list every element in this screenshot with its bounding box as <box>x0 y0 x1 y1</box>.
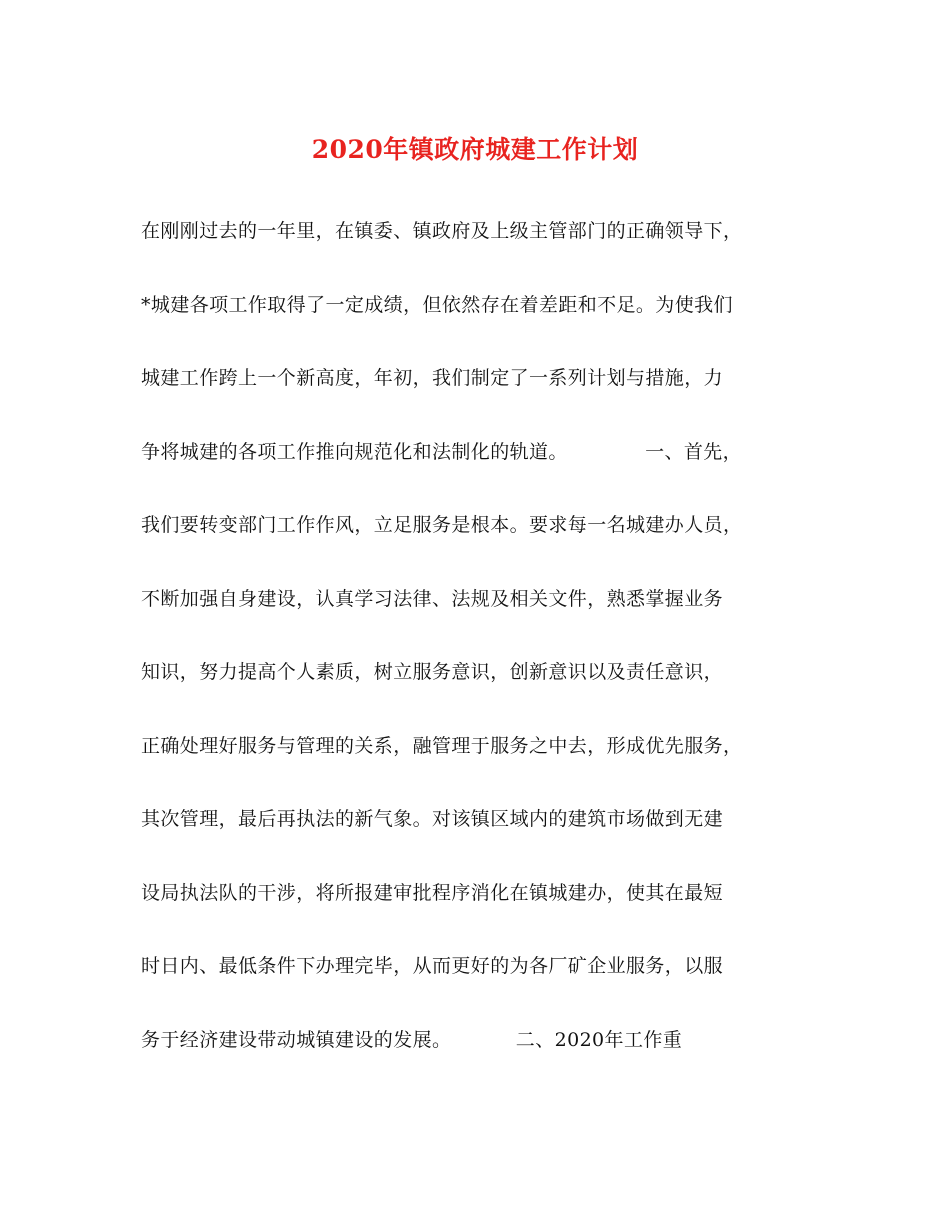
body-line: 知识，努力提高个人素质，树立服务意识，创新意识以及责任意识， <box>141 661 724 683</box>
body-line: *城建各项工作取得了一定成绩，但依然存在着差距和不足。为使我们 <box>141 293 733 316</box>
body-line: 务于经济建设带动城镇建设的发展。 二、2020年工作重 <box>141 1028 683 1051</box>
body-line: 设局执法队的干涉，将所报建审批程序消化在镇城建办，使其在最短 <box>141 881 724 904</box>
body-line: 时日内、最低条件下办理完毕，从而更好的为各厂矿企业服务，以服 <box>141 955 724 977</box>
document-title: 2020年镇政府城建工作计划 <box>311 135 639 164</box>
document-body <box>141 211 821 1093</box>
body-line: 其次管理，最后再执法的新气象。对该镇区域内的建筑市场做到无建 <box>141 808 724 830</box>
body-line: 在刚刚过去的一年里，在镇委、镇政府及上级主管部门的正确领导下， <box>141 220 743 242</box>
body-line: 我们要转变部门工作作风，立足服务是根本。要求每一名城建办人员， <box>141 514 743 536</box>
body-line: 不断加强自身建设，认真学习法律、法规及相关文件，熟悉掌握业务 <box>141 587 724 610</box>
body-line: 争将城建的各项工作推向规范化和法制化的轨道。 一、首先， <box>141 440 743 463</box>
body-line: 城建工作跨上一个新高度，年初，我们制定了一系列计划与措施，力 <box>141 367 724 389</box>
body-line: 正确处理好服务与管理的关系，融管理于服务之中去，形成优先服务， <box>141 734 743 757</box>
